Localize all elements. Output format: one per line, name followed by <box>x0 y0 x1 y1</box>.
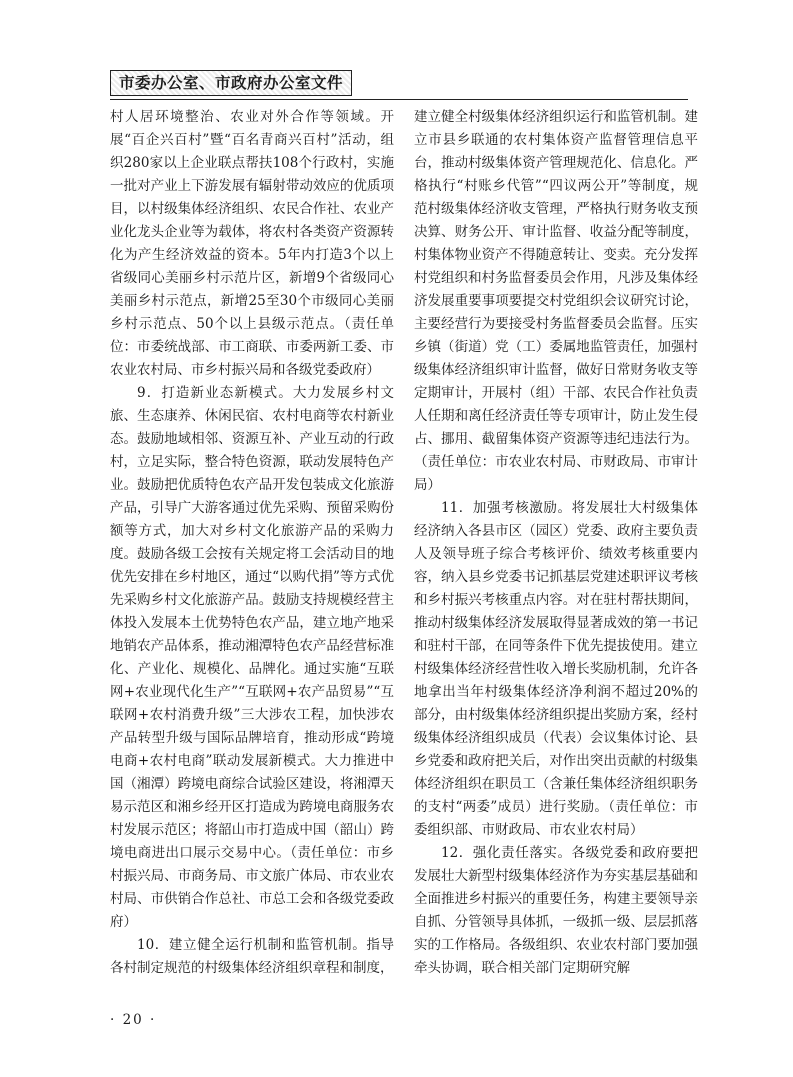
right-column <box>414 106 698 980</box>
paragraph-item-12: 12．强化责任落实。各级党委和政府要把发展壮大新型村级集体经济作为夯实基层基础和全面推进乡村振兴的重要任务，构建主要领导亲自抓、分管领导具体抓，一级抓一级、层层抓落实的工作格局。各级组织、农业农村部门要加强牵头协调，联合相关部门定期研究解 <box>414 845 698 976</box>
document-header <box>110 70 352 96</box>
page-number: · 20 · <box>110 1012 157 1028</box>
left-column <box>110 106 394 980</box>
paragraph-item-10: 10．建立健全运行机制和监管机制。指导各村制定规范的村级集体经济组织章程和制度， <box>110 937 394 976</box>
paragraph-item-9: 9．打造新业态新模式。大力发展乡村文旅、生态康养、休闲民宿、农村电商等农村新业态。鼓励地域相邻、资源互补、产业互动的行政村，立足实际，整合特色资源，联动发展特色产业。鼓励把优质特色农产品开发包装成文化旅游产品，引导广大游客通过优先采购、预留采购份额等方式，加大对乡村文化旅游产品的采购力度。鼓励各级工会按有关规定将工会活动目的地优先安排在乡村地区，通过“以购代捐”等方式优先采购乡村文化旅游产品。鼓励支持规模经营主体投入发展本土优势特色农产品，建立地产地采地销农产品体系，推动湘潭特色农产品经营标准化、产业化、规模化、品牌化。通过实施“互联网+农业现代化生产”“互联网+农产品贸易”“互联网+农村消费升级”三大涉农工程，加快涉农产品转型升级与国际品牌培育，推动形成“跨境电商+农村电商”联动发展新模式。大力推进中国（湘潭）跨境电商综合试验区建设，将湘潭天易示范区和湘乡经开区打造成为跨境电商服务农村发展示范区；将韶山市打造成中国（韶山）跨境电商进出口展示交易中心。（责任单位：市乡村振兴局、市商务局、市文旅广体局、市农业农村局、市供销合作总社、市总工会和各级党委政府） <box>110 385 394 930</box>
header-rule <box>110 99 688 100</box>
paragraph-continuation: 村人居环境整治、农业对外合作等领域。开展“百企兴百村”暨“百名青商兴百村”活动，组织280家以上企业联点帮扶108个行政村，实施一批对产业上下游发展有辐射带动效应的优质项目，以村级集体经济组织、农民合作社、农业产业化龙头企业等为载体，将农村各类资产资源转化为产生经济效益的资本。5年内打造3个以上省级同心美丽乡村示范片区，新增9个省级同心美丽乡村示范点，新增25至30个市级同心美丽乡村示范点、50个以上县级示范点。（责任单位：市委统战部、市工商联、市委两新工委、市农业农村局、市乡村振兴局和各级党委政府） <box>110 109 394 378</box>
paragraph-item-10-continued: 建立健全村级集体经济组织运行和监管机制。建立市县乡联通的农村集体资产监督管理信息平台，推动村级集体资产管理规范化、信息化。严格执行“村账乡代管”“四议两公开”等制度，规范村级集体经济收支管理，严格执行财务收支预决算、财务公开、审计监督、收益分配等制度，村集体物业资产不得随意转让、变卖。充分发挥村党组织和村务监督委员会作用，凡涉及集体经济发展重要事项要提交村党组织会议研究讨论，主要经营行为要接受村务监督委员会监督。压实乡镇（街道）党（工）委属地监管责任，加强村级集体经济组织审计监督，做好日常财务收支等定期审计，开展村（组）干部、农民合作社负责人任期和离任经济责任等专项审计，防止发生侵占、挪用、截留集体资产资源等违纪违法行为。（责任单位：市农业农村局、市财政局、市审计局） <box>414 109 698 493</box>
header-title: 市委办公室、市政府办公室文件 <box>110 70 352 96</box>
paragraph-item-11: 11．加强考核激励。将发展壮大村级集体经济纳入各县市区（园区）党委、政府主要负责人及领导班子综合考核评价、绩效考核重要内容，纳入县乡党委书记抓基层党建述职评议考核和乡村振兴考核重点内容。对在驻村帮扶期间，推动村级集体经济发展取得显著成效的第一书记和驻村干部，在同等条件下优先提拔使用。建立村级集体经济经营性收入增长奖励机制，允许各地拿出当年村级集体经济净利润不超过20%的部分，由村级集体经济组织提出奖励方案，经村级集体经济组织成员（代表）会议集体讨论、县乡党委和政府把关后，对作出突出贡献的村级集体经济组织在职员工（含兼任集体经济组织职务的支村“两委”成员）进行奖励。（责任单位：市委组织部、市财政局、市农业农村局） <box>414 500 698 838</box>
